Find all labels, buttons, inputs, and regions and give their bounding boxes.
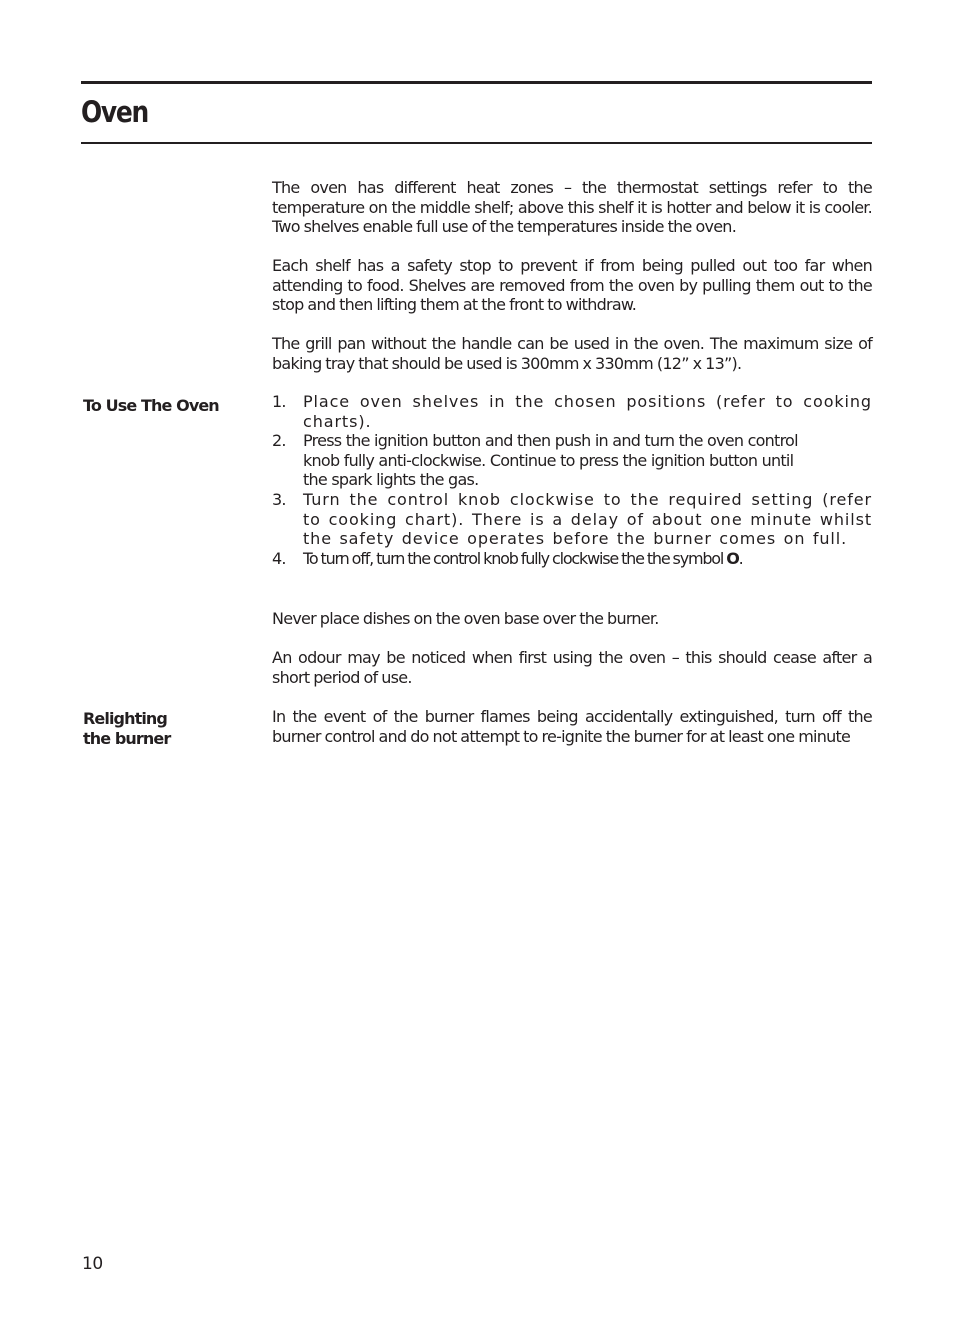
- step-number: 2.: [272, 431, 286, 451]
- section-label-use-oven: To Use The Oven: [83, 396, 219, 415]
- note-dishes: [272, 609, 872, 629]
- off-symbol: O: [726, 548, 739, 568]
- step-text: Place oven shelves in the chosen positions (refer to cooking charts).: [303, 392, 872, 431]
- use-oven-steps: [272, 392, 872, 568]
- section-label-relighting-line2: the burner: [83, 729, 171, 748]
- intro-paragraph-3: [272, 334, 872, 373]
- list-item: [272, 490, 872, 549]
- step-text-end: .: [738, 548, 743, 568]
- note-dishes-text: Never place dishes on the oven base over the burner.: [272, 609, 659, 628]
- header-top-rule: [81, 81, 872, 84]
- step-number: 3.: [272, 489, 286, 509]
- step-text: Press the ignition button and then push in and turn the oven control knob fully anti-clockwise. Continue to press the ignition button until the spark lights the gas.: [303, 431, 798, 490]
- note-odour-text: An odour may be noticed when first using the oven – this should cease after a short period of use.: [272, 648, 872, 687]
- step-text-main: To turn off, turn the control knob fully clockwise the the symbol: [303, 548, 727, 568]
- intro-paragraph-3-text: The grill pan without the handle can be used in the oven. The maximum size of baking tray that should be used is 300mm x 330mm (12” x 13”).: [272, 334, 872, 373]
- section-label-relighting: [83, 709, 170, 749]
- intro-paragraph-1: [272, 178, 872, 237]
- step-number: 1.: [272, 392, 286, 411]
- list-item: [272, 431, 872, 490]
- intro-paragraph-2: [272, 256, 872, 315]
- section-label-relighting-line1: Relighting: [83, 709, 167, 728]
- intro-paragraph-1-text: The oven has different heat zones – the thermostat settings refer to the temperature on the middle shelf; above this shelf it is hotter and below it is cooler. Two shelves enable full use of the temperatures inside the oven.: [272, 178, 872, 237]
- page-title: Oven: [81, 95, 148, 129]
- step-text: Turn the control knob clockwise to the required setting (refer to cooking chart). There is a delay of about one minute whilst the safety device operates before the burner comes on full.: [303, 489, 872, 549]
- header-bottom-rule: [81, 142, 872, 144]
- relighting-paragraph: [272, 707, 872, 746]
- step-number: 4.: [272, 548, 286, 568]
- list-item: [272, 392, 872, 431]
- step-text: [303, 549, 872, 569]
- page-number: 10: [82, 1254, 103, 1274]
- list-item: [272, 549, 872, 569]
- intro-paragraph-2-text: Each shelf has a safety stop to prevent if from being pulled out too far when attending to food. Shelves are removed from the oven by pulling them out to the stop and then lifting them at the front to withdraw.: [272, 256, 872, 315]
- note-odour: [272, 648, 872, 687]
- relighting-paragraph-text: In the event of the burner flames being accidentally extinguished, turn off the burner control and do not attempt to re-ignite the burner for at least one minute: [272, 707, 872, 746]
